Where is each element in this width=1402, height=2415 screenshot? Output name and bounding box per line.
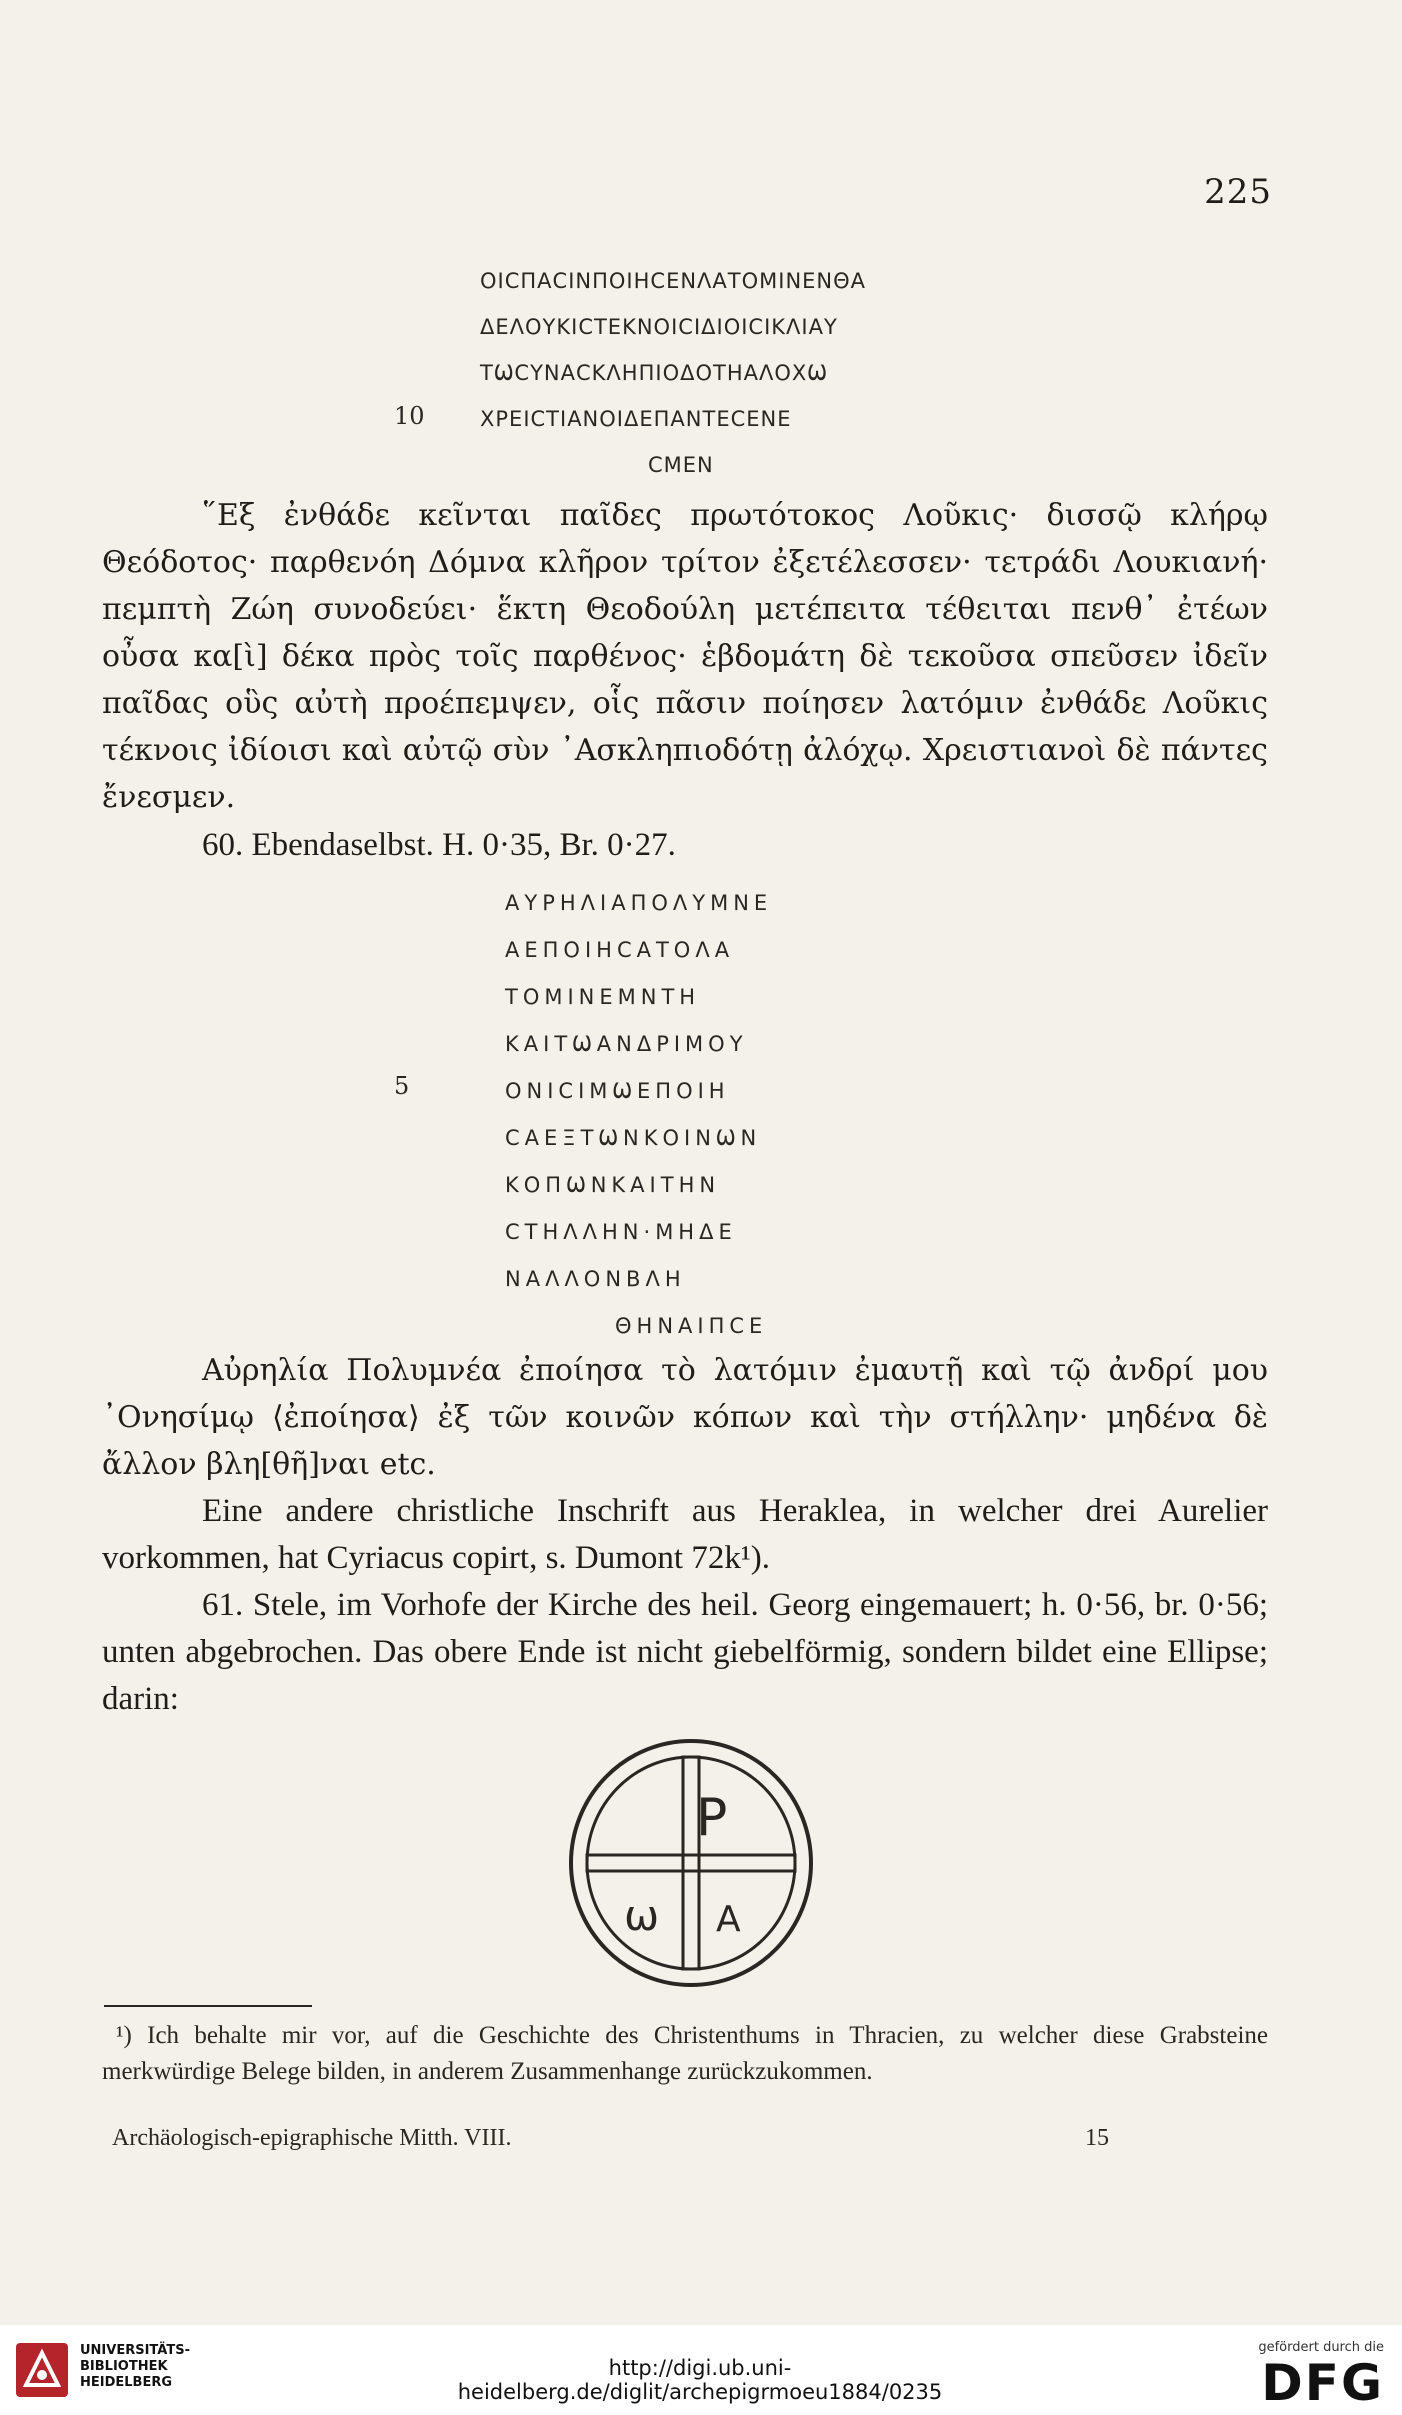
inscription-60 (505, 880, 772, 1350)
paragraph-heraklea-block (102, 1488, 1268, 1582)
library-line: HEIDELBERG (80, 2375, 173, 2390)
dfg-logo[interactable]: DFG (1261, 2354, 1384, 2412)
entry-60-heading: 60. Ebendaselbst. H. 0·35, Br. 0·27. (202, 827, 676, 863)
inscription-line: CΑΕΞΤѠΝΚΟΙΝѠΝ (505, 1126, 762, 1150)
entry-61-block (102, 1582, 1268, 1723)
inscription-line: ΟΙCΠΑCΙΝΠΟΙΗCΕΝΛΑΤΟΜΙΝΕΝΘΑ (480, 269, 867, 293)
inscription-line: ΟΝΙCΙΜѠΕΠΟΙΗ (505, 1079, 730, 1103)
library-line: UNIVERSITÄTS- (80, 2343, 190, 2358)
greek-transcription-59 (102, 492, 1268, 821)
emblem-bottom-right: Α (716, 1899, 741, 1940)
inscription-line: ΝΑΛΛΟΝΒΛΗ (505, 1267, 686, 1291)
permalink-url[interactable]: http://digi.ub.uni-heidelberg.de/diglit/archepigrmoeu1884/0235 (457, 2356, 943, 2404)
library-line: BIBLIOTHEK (80, 2359, 168, 2374)
line-number-5: 5 (394, 1072, 410, 1100)
inscription-line: ΑΕΠΟΙΗCΑΤΟΛΑ (505, 938, 735, 962)
university-logo-icon[interactable] (14, 2341, 70, 2399)
inscription-line: ΚΑΙΤѠΑΝΔΡΙΜΟΥ (505, 1032, 748, 1056)
inscription-line: ΤΟΜΙΝΕΜΝΤΗ (505, 985, 701, 1009)
greek-text: Αὐρηλία Πολυμνέα ἐποίησα τὸ λατόμιν ἐμαυτῇ καὶ τῷ ἀνδρί μου ᾿Ονησίμῳ ⟨ἐποίησα⟩ ἐξ τῶν κοινῶν κόπων καὶ τὴν στήλλην· μηδένα δὲ ἄλλον βλη[θῆ]ναι etc. (102, 1353, 1268, 1482)
inscription-line: ΑΥΡΗΛΙΑΠΟΛΥΜΝΕ (505, 891, 773, 915)
chi-rho-emblem (566, 1735, 816, 1990)
inscription-line: CΤΗΛΛΗΝ·ΜΗΔΕ (505, 1220, 737, 1244)
footnote (102, 2018, 1268, 2090)
greek-text: ῞Εξ ἐνθάδε κεῖνται παῖδες πρωτότοκος Λοῦκις· δισσῷ κλήρῳ Θεόδοτος· παρθενόη Δόμνα κλῆρον τρίτον ἐξετέλεσσεν· τετράδι Λουκιανή· πεμπτὴ Ζώη συνοδεύει· ἕκτη Θεοδούλη μετέπειτα τέθειται πενθ᾽ ἐτέων οὖσα κα[ὶ] δέκα πρὸς τοῖς παρθένος· ἑβδομάτη δὲ τεκοῦσα σπεῦσεν ἰδεῖν παῖδας οὓς αὐτὴ προέπεμψεν, οἷς πᾶσιν ποίησεν λατόμιν ἐνθάδε Λοῦκις τέκνοις ἰδίοισι καὶ αὐτῷ σὺν ᾿Ασκληπιοδότῃ ἀλόχῳ. Χρειστιανοὶ δὲ πάντες ἔνεσμεν. (102, 498, 1268, 815)
entry-61: 61. Stele, im Vorhofe der Kirche des heil. Georg eingemauert; h. 0·56, br. 0·56; unten abgebrochen. Das obere Ende ist nicht giebelförmig, sondern bildet eine Ellipse; darin: (102, 1587, 1268, 1717)
inscription-line: ΘΗΝΑΙΠCΕ (615, 1314, 768, 1338)
page-number: 225 (1204, 172, 1272, 212)
inscription-59 (480, 258, 866, 488)
entry-60-heading-block (102, 822, 1268, 869)
university-library-name[interactable] (80, 2343, 190, 2391)
inscription-line: ΧΡΕΙCΤΙΑΝΟΙΔΕΠΑΝΤΕCΕΝΕ (480, 407, 792, 431)
inscription-line: ΤѠCΥΝΑCΚΛΗΠΙΟΔΟΤΗΑΛΟΧѠ (480, 361, 828, 385)
inscription-line: CΜΕΝ (648, 453, 714, 477)
running-footer: Archäologisch-epigraphische Mitth. VIII. (112, 2125, 512, 2151)
line-number-10: 10 (394, 402, 425, 430)
emblem-bottom-left: ω (624, 1891, 660, 1940)
inscription-line: ΚΟΠѠΝΚΑΙΤΗΝ (505, 1173, 721, 1197)
footnote-text: ¹) Ich behalte mir vor, auf die Geschichte des Christenthums in Thracien, zu welcher diese Grabsteine merkwürdige Belege bilden, in anderem Zusammenhange zurückzukommen. (102, 2022, 1268, 2085)
footnote-rule (104, 2005, 312, 2007)
signature-mark: 15 (1085, 2125, 1109, 2151)
paragraph-heraklea: Eine andere christliche Inschrift aus Heraklea, in welcher drei Aurelier vorkommen, hat Cyriacus copirt, s. Dumont 72k¹). (102, 1493, 1268, 1576)
funded-by-label: gefördert durch die (1258, 2340, 1384, 2355)
emblem-top-glyph: Ρ (696, 1788, 728, 1848)
greek-transcription-60 (102, 1347, 1268, 1488)
inscription-line: ΔΕΛΟΥΚΙCΤΕΚΝΟΙCΙΔΙΟΙCΙΚΛΙΑΥ (480, 315, 838, 339)
